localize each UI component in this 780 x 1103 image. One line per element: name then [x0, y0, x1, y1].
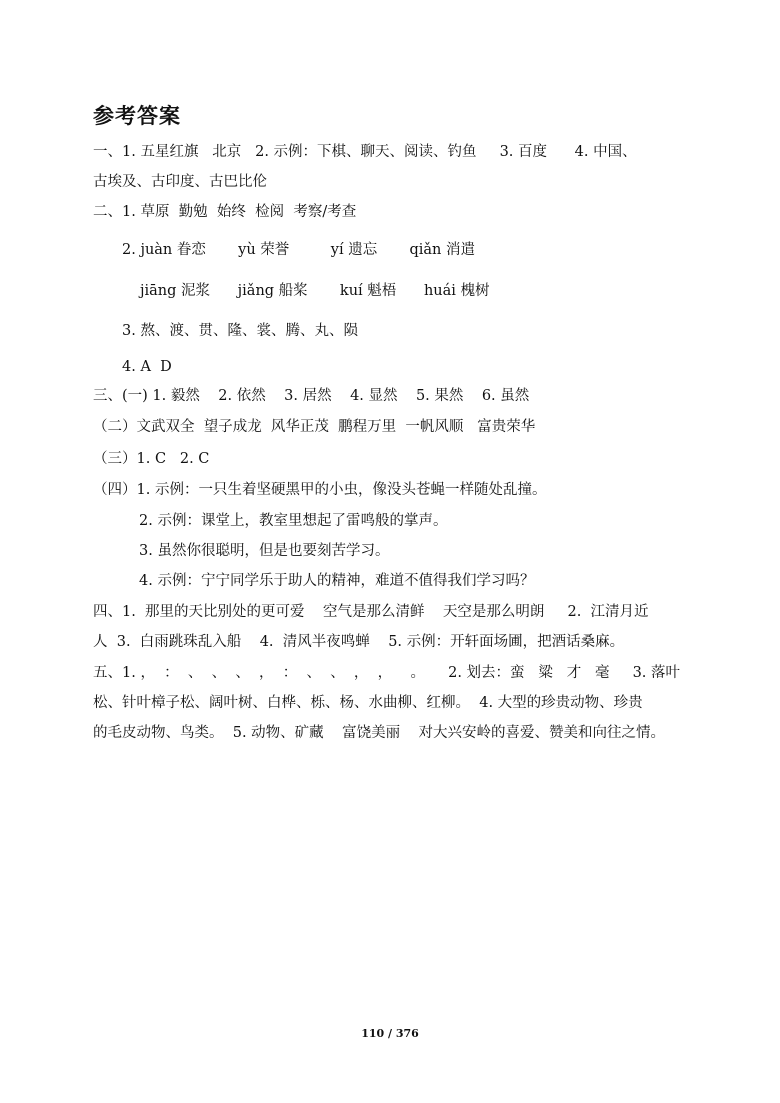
answer-line-7: 4. A D	[122, 359, 172, 375]
answer-line-1: 一、1. 五星红旗 北京 2. 示例：下棋、聊天、阅读、钓鱼 3. 百度 4. 中国、	[93, 144, 637, 160]
answer-line-6: 3. 熬、渡、贯、隆、裳、腾、丸、陨	[122, 323, 358, 339]
answer-line-18: 松、针叶樟子松、阔叶树、白桦、栎、杨、水曲柳、红柳。 4. 大型的珍贵动物、珍贵	[93, 695, 643, 711]
answer-line-15: 四、1. 那里的天比别处的更可爱 空气是那么清鲜 天空是那么明朗 2. 江清月近	[93, 604, 649, 620]
answer-line-4: 2. juàn 眷恋 yù 荣誉 yí 遗忘 qiǎn 消遣	[122, 242, 475, 258]
answer-line-13: 3. 虽然你很聪明，但是也要刻苦学习。	[139, 543, 390, 559]
answer-line-11: （四）1. 示例：一只生着坚硬黑甲的小虫，像没头苍蝇一样随处乱撞。	[93, 482, 547, 498]
answer-line-12: 2. 示例：课堂上，教室里想起了雷鸣般的掌声。	[139, 513, 448, 529]
answer-line-14: 4. 示例：宁宁同学乐于助人的精神，难道不值得我们学习吗？	[139, 573, 535, 589]
answer-line-10: （三）1. C 2. C	[93, 451, 210, 467]
answer-line-5: jiāng 泥浆 jiǎng 船桨 kuí 魁梧 huái 槐树	[140, 283, 490, 299]
answer-line-16: 人 3. 白雨跳珠乱入船 4. 清风半夜鸣蝉 5. 示例：开轩面场圃，把酒话桑麻。	[93, 634, 625, 650]
answer-line-9: （二）文武双全 望子成龙 风华正茂 鹏程万里 一帆风顺 富贵荣华	[93, 419, 536, 435]
answer-line-2: 古埃及、古印度、古巴比伦	[93, 174, 267, 190]
answer-line-3: 二、1. 草原 勤勉 始终 检阅 考察/考查	[93, 204, 357, 220]
page-title: 参考答案	[93, 104, 181, 128]
answer-line-19: 的毛皮动物、鸟类。 5. 动物、矿藏 富饶美丽 对大兴安岭的喜爱、赞美和向往之情。	[93, 725, 666, 741]
answer-line-8: 三、(一) 1. 毅然 2. 依然 3. 居然 4. 显然 5. 果然 6. 虽然	[93, 388, 530, 404]
page-number: 110 / 376	[361, 1027, 419, 1040]
answer-line-17: 五、1. ， ： 、 、 、 ， ： 、 、 ， ， 。 2. 划去：蛮 粱 才 毫 3. 落叶	[93, 665, 681, 681]
